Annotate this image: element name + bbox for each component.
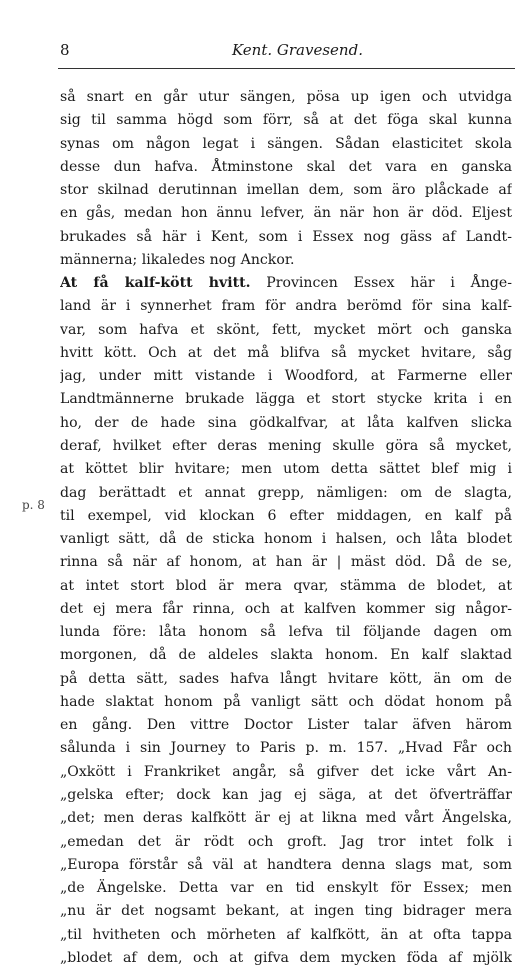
text-line: lunda före: låta honom så lefva til följande dagen om	[60, 624, 512, 641]
text-line: „det; men deras kalfkött är ej at likna med vårt Ängelska,	[60, 810, 512, 827]
text-line: en gås, medan hon ännu lefver, än när hon är död. Eljest	[60, 205, 512, 222]
text-line: „blodet af dem, och at gifva dem mycken föda af mjölk	[60, 949, 512, 966]
section-heading-line	[60, 272, 512, 295]
text-line: en gång. Den vittre Doctor Lister talar äfven härom	[60, 717, 512, 734]
text-line: „de Ängelske. Detta var en tid enskylt för Essex; men	[60, 880, 512, 897]
text-line: „til hvitheten och mörheten af kalfkött, än at ofta tappa	[60, 926, 512, 943]
text-line: hvitt kött. Och at det må blifva så mycket hvitare, såg	[60, 344, 512, 361]
text-line: dag berättadt et annat grepp, nämligen: om de slagta,	[60, 484, 512, 501]
text-line: „Oxkött i Frankriket angår, så gifver det icke vårt An-	[60, 763, 512, 780]
text-line: rinna så när af honom, at han är | mäst död. Då de se,	[60, 554, 512, 571]
text-line: deraf, hvilket efter deras mening skulle göra så mycket,	[60, 437, 512, 454]
text-line: stor skilnad derutinnan imellan dem, som äro plåckade af	[60, 182, 512, 199]
text-line: „Europa förstår så väl at handtera denna slags mat, som	[60, 856, 512, 873]
text-line: „nu är det nogsamt bekant, at ingen ting bidrager mera	[60, 903, 512, 920]
text-line: Landtmännerne brukade lägga et stort stycke krita i en	[60, 391, 512, 408]
margin-page-reference: p. 8	[22, 498, 45, 512]
text-line: desse dun hafva. Åtminstone skal det vara en ganska	[60, 158, 512, 175]
page-header	[60, 38, 511, 62]
section-heading: At få kalf-kött hvitt.	[60, 275, 251, 292]
text-line: brukades så här i Kent, som i Essex nog gäss af Landt-	[60, 228, 512, 245]
text-line: sig til samma högd som förr, så at det föga skal kunna	[60, 112, 512, 129]
text-line: „gelska efter; dock kan jag ej säga, at det öfverträffar	[60, 786, 512, 803]
page-number: 8	[60, 41, 70, 59]
section-heading-rest: Provincen Essex här i Ånge-	[250, 275, 512, 292]
text-line: jag, under mitt vistande i Woodford, at Farmerne eller	[60, 368, 512, 385]
text-line: morgonen, då de aldeles slakta honom. En kalf slaktad	[60, 647, 512, 664]
body-text	[60, 86, 512, 970]
text-line: synas om någon legat i sängen. Sådan elasticitet skola	[60, 135, 512, 152]
text-line: at intet stort blod är mera qvar, stämma de blodet, at	[60, 577, 512, 594]
running-title: Kent. Gravesend.	[232, 41, 363, 59]
text-line: så snart en går utur sängen, pösa up igen och utvidga	[60, 89, 512, 105]
header-rule	[58, 68, 515, 69]
text-line: hade slaktat honom på vanligt sätt och dödat honom på	[60, 693, 512, 710]
text-line: var, som hafva et skönt, fett, mycket mört och ganska	[60, 321, 512, 338]
text-line: „emedan det är rödt och groft. Jag tror intet folk i	[60, 833, 512, 850]
text-line: det ej mera får rinna, och at kalfven kommer sig någor-	[60, 600, 512, 617]
text-line: på detta sätt, sades hafva långt hvitare kött, än om de	[60, 670, 512, 687]
text-line: sålunda i sin Journey to Paris p. m. 157. „Hvad Får och	[60, 740, 512, 757]
text-line: vanligt sätt, då de sticka honom i halsen, och låta blodet	[60, 531, 512, 548]
text-line: land är i synnerhet fram för andra berömd för sina kalf-	[60, 298, 512, 315]
text-line: at köttet blir hvitare; men utom detta sättet blef mig i	[60, 461, 512, 478]
text-line: männerna; likaledes nog Anckor.	[60, 251, 295, 268]
text-line: ho, der de hade sina gödkalfvar, at låta kalfven slicka	[60, 414, 512, 431]
text-line: til exempel, vid klockan 6 efter middagen, en kalf på	[60, 507, 512, 524]
